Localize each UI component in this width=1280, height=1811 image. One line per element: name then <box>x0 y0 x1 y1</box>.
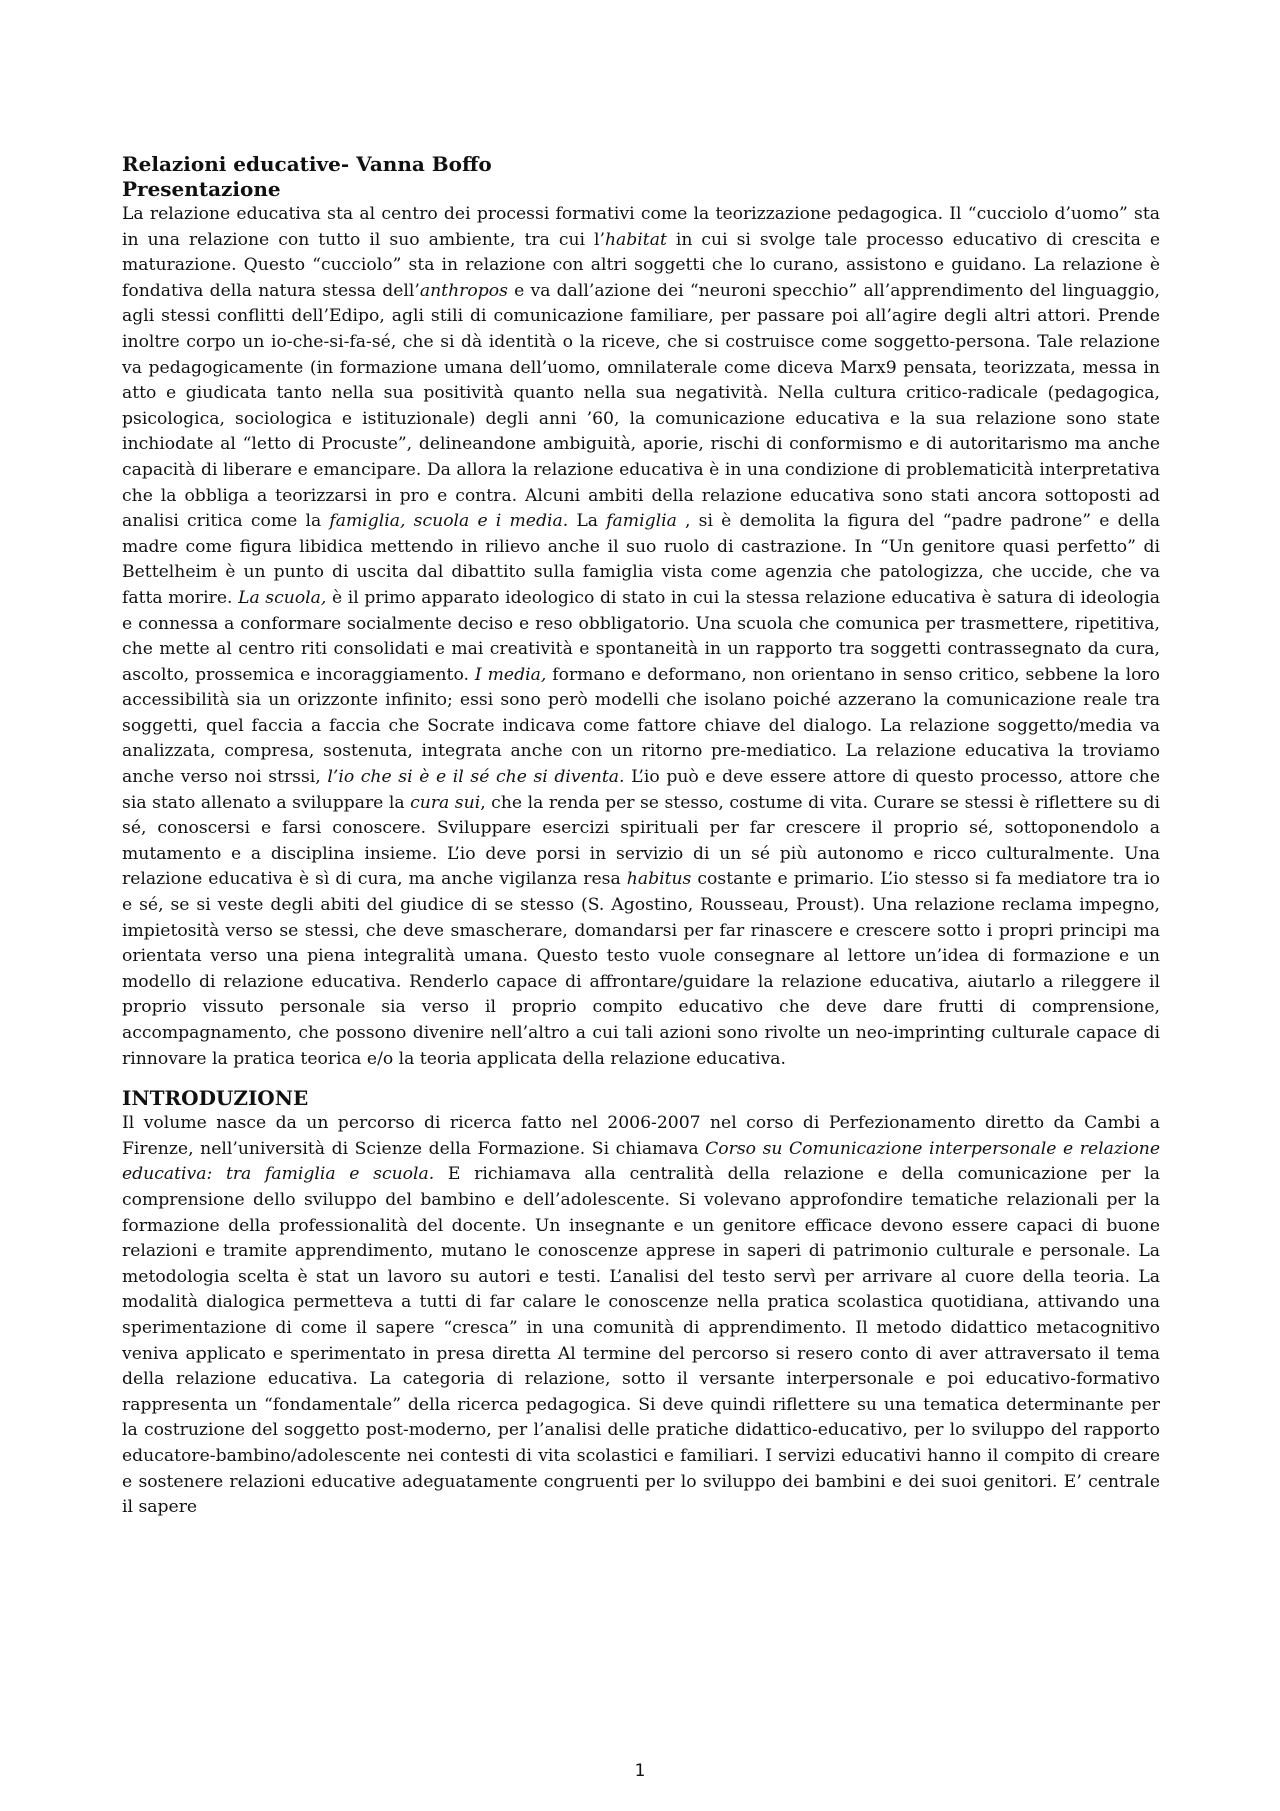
italic-text: Corso su Comunicazione interpersonale e relazione educativa: tra famiglia e scuola. <box>122 1138 1160 1185</box>
text-run: L’io può e deve essere attore di questo processo, attore che sia stato allenato a sviluppare la <box>122 767 1160 813</box>
page-number: 1 <box>634 1761 646 1781</box>
document-title: Relazioni educative- Vanna Boffo <box>122 152 492 176</box>
text-run: , si è demolita la figura del “padre padrone” e della madre come figura libidica mettendo in rilievo anche il suo ruolo di castrazione. In “Un genitore quasi perfetto” di Bettelheim è un punto di uscita dal dibattito sulla famiglia vista come agenzia che patologizza, che uccide, che va fatta morire. <box>122 511 1160 608</box>
italic-text: habitus <box>626 869 692 890</box>
paragraph-introduzione <box>122 1111 1160 1521</box>
text-run: in cui si svolge tale processo educativo di crescita e maturazione. Questo “cucciolo” sta in relazione con altri soggetti che lo curano, assistono e guidano. La relazione è fondativa della natura stessa dell’ <box>122 229 1160 301</box>
text-run: formano e deformano, non orientano in senso critico, sebbene la loro accessibilità sia un orizzonte infinito; essi sono però modelli che isolano poiché azzerano la comunicazione reale tra soggetti, quel faccia a faccia che Socrate indicava come fattore chiave del dialogo. La relazione soggetto/media va analizzata, compresa, sostenuta, integrata anche con un ritorno pre-mediatico. La relazione educativa la troviamo anche verso noi strssi, <box>122 664 1160 788</box>
section-heading-presentazione: Presentazione <box>122 177 281 201</box>
italic-text: anthropos <box>419 280 508 301</box>
italic-text: famiglia, scuola e i media. <box>329 511 569 532</box>
italic-text: famiglia <box>606 511 677 532</box>
text-run: La relazione educativa sta al centro dei processi formativi come la teorizzazione pedagogica. Il “cucciolo d’uomo” sta in una relazione con tutto il suo ambiente, tra cui l’ <box>122 204 1160 250</box>
section-heading-introduzione: INTRODUZIONE <box>122 1086 309 1111</box>
text-run: , che la renda per se stesso, costume di vita. Curare se stessi è riflettere su di sé, conoscersi e farsi conoscere. Sviluppare esercizi spirituali per far crescere il proprio sé, sottoponendolo a mutamento e a disciplina insieme. L’io deve porsi in servizio di un sé più autonomo e ricco culturalmente. Una relazione educativa è sì di cura, ma anche vigilanza resa <box>122 792 1160 890</box>
text-run: La <box>568 511 607 532</box>
text-run: è il primo apparato ideologico di stato in cui la stessa relazione educativa è satura di ideologia e connessa a conformare socialmente deciso e reso obbligatorio. Una scuola che comunica per trasmettere, ripetitiva, che mette al centro riti consolidati e mai creatività e spontaneità in un rapporto tra soggetti contrassegnato da cura, ascolto, prossemica e incoraggiamento. <box>122 587 1161 685</box>
text-run: Il volume nasce da un percorso di ricerca fatto nel 2006-2007 nel corso di Perfezionamento diretto da Cambi a Firenze, nell’università di Scienze della Formazione. Si chiamava <box>122 1113 1160 1159</box>
text-run: E richiamava alla centralità della relazione e della comunicazione per la comprensione dello sviluppo del bambino e dell’adolescente. Si volevano approfondire tematiche relazionali per la formazione della professionalità del docente. Un insegnante e un genitore efficace devono essere capaci di buone relazioni e tramite apprendimento, mutano le conoscenze apprese in saperi di patrimonio culturale e personale. La metodologia scelta è stat un lavoro su autori e testi. L’analisi del testo servì per arrivare al cuore della teoria. La modalità dialogica permetteva a tutti di far calare le conoscenze nella pratica scolastica quotidiana, attivando una sperimentazione di come il sapere “cresca” in una comunità di apprendimento. Il metodo didattico metacognitivo veniva applicato e sperimentato in presa diretta Al termine del percorso si resero conto di aver attraversato il tema della relazione educativa. La categoria di relazione, sotto il versante interpersonale e poi educativo-formativo rappresenta un “fondamentale” della ricerca pedagogica. Si deve quindi riflettere su una tematica determinante per la costruzione del soggetto post-moderno, per l’analisi delle pratiche didattico-educativo, per lo sviluppo del rapporto educatore-bambino/adolescente nei contesti di vita scolastici e familiari. I servizi educativi hanno il compito di creare e sostenere relazioni educative adeguatamente congruenti per lo sviluppo dei bambini e dei suoi genitori. E’ centrale il sapere <box>122 1164 1160 1518</box>
text-run: e va dall’azione dei “neuroni specchio” all’apprendimento del linguaggio, agli stessi conflitti dell’Edipo, agli stili di comunicazione familiare, per passare poi all’agire degli altri attori. Prende inoltre corpo un io-che-si-fa-sé, che si dà identità o la riceve, che si costruisce come soggetto-persona. Tale relazione va pedagogicamente (in formazione umana dell’uomo, omnilaterale come diceva Marx9 pensata, teorizzata, messa in atto e giudicata tanto nella sua positività quanto nella sua negatività. Nella cultura critico-radicale (pedagogica, psicologica, sociologica e istituzionale) degli anni ’60, la comunicazione educativa e la sua relazione sono state inchiodate al “letto di Procuste”, delineandone ambiguità, aporie, rischi di conformismo e di autoritarismo ma anche capacità di liberare e emancipare. Da allora la relazione educativa è in una condizione di problematicità interpretativa che la obbliga a teorizzarsi in pro e contra. Alcuni ambiti della relazione educativa sono stati ancora sottoposti ad analisi critica come la <box>122 280 1160 532</box>
document-page <box>122 152 1160 1521</box>
text-run: costante e primario. L’io stesso si fa mediatore tra io e sé, se si veste degli abiti del giudice di se stesso (S. Agostino, Rousseau, Proust). Una relazione reclama impegno, impietosità verso se stessi, che deve smascherare, domandarsi per far rinascere e crescere sotto i propri principi ma orientata verso una piena integralità umana. Questo testo vuole consegnare al lettore un’idea di formazione e un modello di relazione educativa. Renderlo capace di affrontare/guidare la relazione educativa, aiutarlo a rileggere il proprio vissuto personale sia verso il proprio compito educativo che deve dare frutti di comprensione, accompagnamento, che possono divenire nell’altro a cui tali azioni sono rivolte un neo-imprinting culturale capace di rinnovare la pratica teorica e/o la teoria applicata della relazione educativa. <box>122 869 1160 1069</box>
italic-text: cura sui <box>410 792 481 813</box>
paragraph-presentazione <box>122 202 1160 1072</box>
italic-text: l’io che si è e il sé che si diventa. <box>327 767 625 788</box>
italic-text: habitat <box>604 229 667 250</box>
italic-text: La scuola, <box>238 587 327 608</box>
italic-text: I media, <box>474 664 547 685</box>
